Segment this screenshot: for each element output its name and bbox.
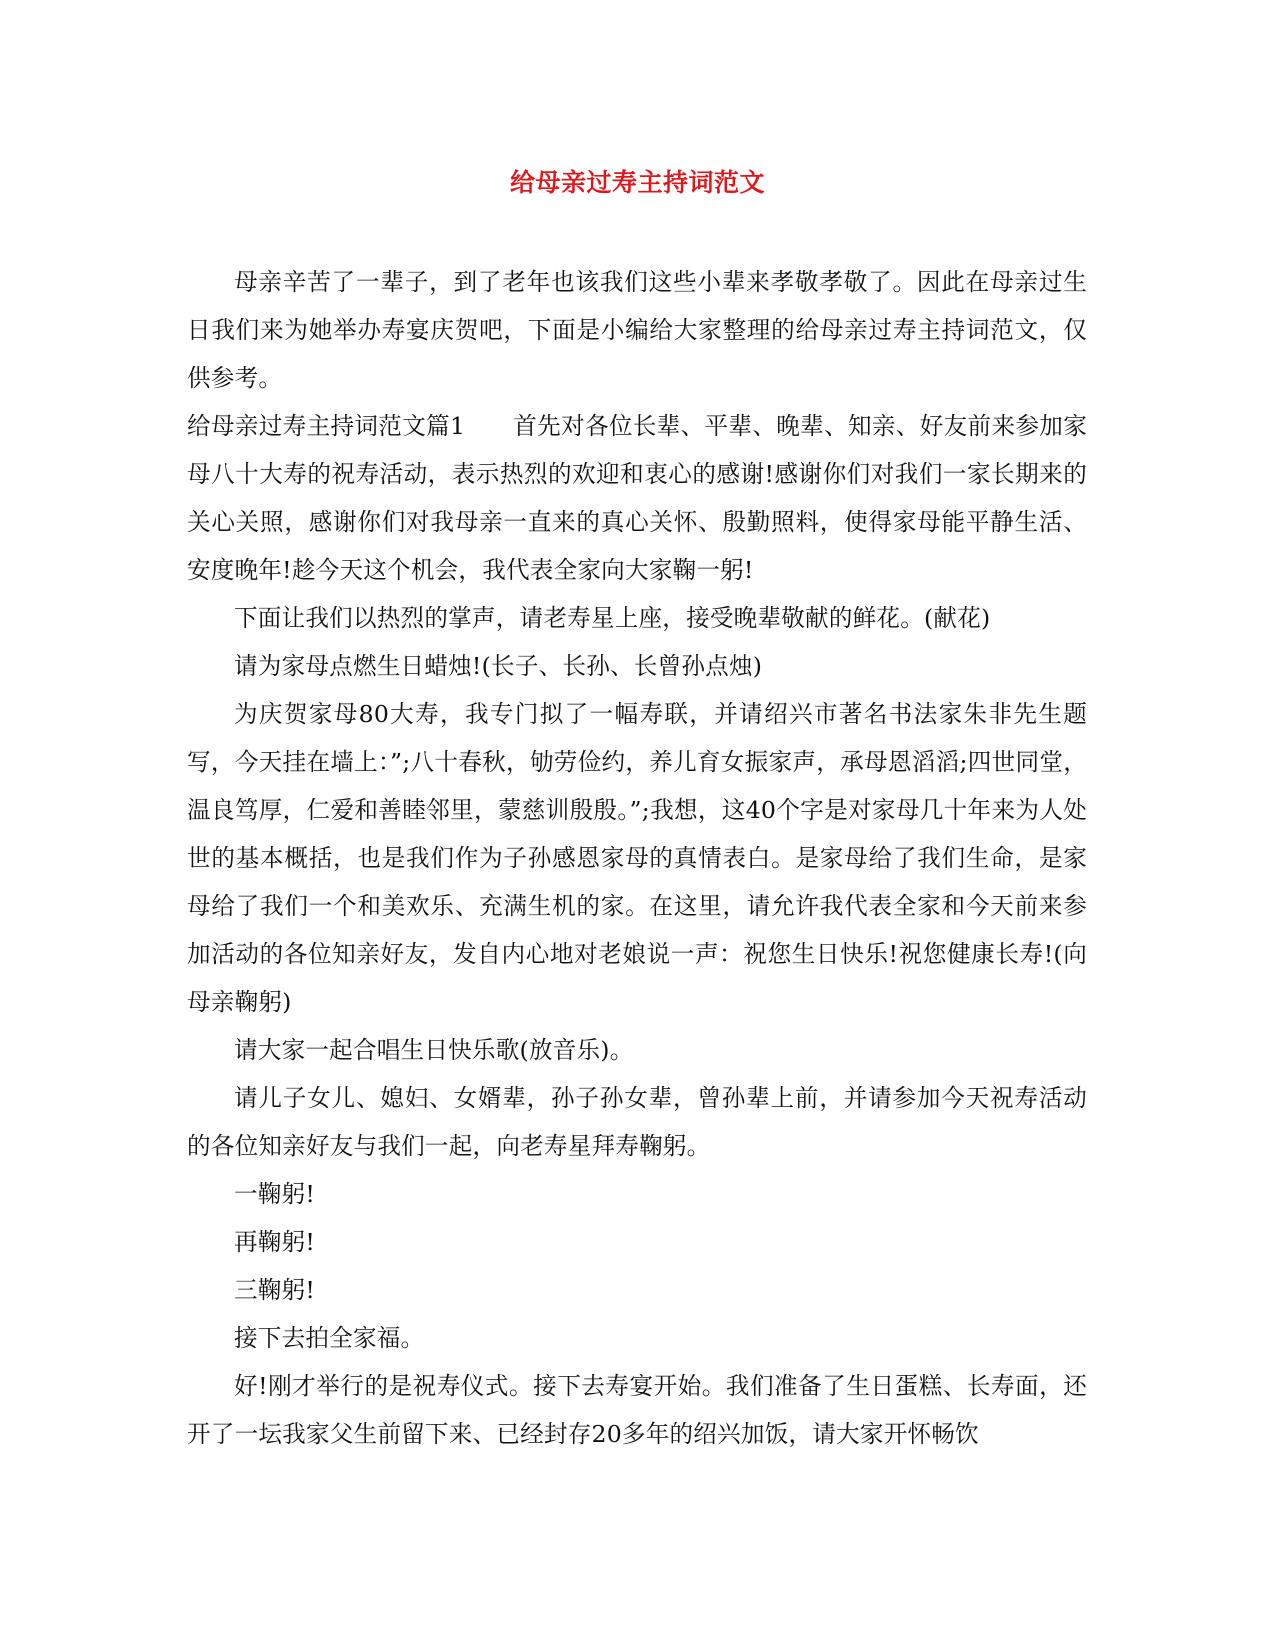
body-paragraph: 一鞠躬! (234, 1180, 316, 1208)
body-paragraph: 请儿子女儿、媳妇、女婿辈，孙子孙女辈，曾孙辈上前，并请参加今天祝寿活动的各位知亲好友与我们一起，向老寿星拜寿鞠躬。 (187, 1084, 1087, 1160)
body-paragraph: 请大家一起合唱生日快乐歌(放音乐)。 (234, 1036, 634, 1064)
body-paragraph: 三鞠躬! (234, 1276, 316, 1304)
body-paragraph: 好!刚才举行的是祝寿仪式。接下去寿宴开始。我们准备了生日蛋糕、长寿面，还开了一坛我家父生前留下来、已经封存20多年的绍兴加饭，请大家开怀畅饮 (187, 1372, 1087, 1448)
body-paragraph: 再鞠躬! (234, 1228, 316, 1256)
document-title: 给母亲过寿主持词范文 (509, 168, 765, 197)
document-body (187, 258, 1087, 1458)
body-paragraph: 为庆贺家母80大寿，我专门拟了一幅寿联，并请绍兴市著名书法家朱非先生题写，今天挂在墙上：”;八十春秋，劬劳俭约，养儿育女振家声，承母恩滔滔;四世同堂，温良笃厚，仁爱和善睦邻里，蒙慈训殷殷。”;我想，这40个字是对家母几十年来为人处世的基本概括，也是我们作为子孙感恩家母的真情表白。是家母给了我们生命，是家母给了我们一个和美欢乐、充满生机的家。在这里，请允许我代表全家和今天前来参加活动的各位知亲好友，发自内心地对老娘说一声：祝您生日快乐!祝您健康长寿!(向母亲鞠躬) (187, 700, 1087, 1016)
section-1-paragraph: 给母亲过寿主持词范文篇1 首先对各位长辈、平辈、晚辈、知亲、好友前来参加家母八十大寿的祝寿活动，表示热烈的欢迎和衷心的感谢!感谢你们对我们一家长期来的关心关照，感谢你们对我母亲一直来的真心关怀、殷勤照料，使得家母能平静生活、安度晚年!趁今天这个机会，我代表全家向大家鞠一躬! (187, 412, 1087, 584)
intro-paragraph: 母亲辛苦了一辈子，到了老年也该我们这些小辈来孝敬孝敬了。因此在母亲过生日我们来为她举办寿宴庆贺吧，下面是小编给大家整理的给母亲过寿主持词范文，仅供参考。 (187, 268, 1087, 392)
body-paragraph: 下面让我们以热烈的掌声，请老寿星上座，接受晚辈敬献的鲜花。(献花) (234, 604, 991, 632)
body-paragraph: 请为家母点燃生日蜡烛!(长子、长孙、长曾孙点烛) (234, 652, 763, 680)
body-paragraph: 接下去拍全家福。 (234, 1324, 425, 1352)
